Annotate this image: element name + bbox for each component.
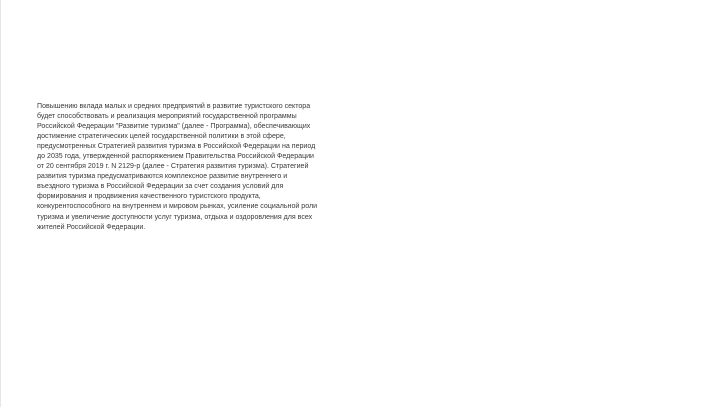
- body-paragraph: [37, 101, 377, 232]
- paragraph-line: Российской Федерации "Развитие туризма" (далее - Программа), обеспечивающих: [37, 121, 311, 131]
- paragraph-line: Повышению вклада малых и средних предприятий в развитие туристского сектора: [37, 101, 311, 110]
- paragraph-line: конкурентоспособного на внутреннем и мировом рынках, усиление социальной роли: [37, 201, 318, 211]
- paragraph-line: формирования и продвижения качественного туристского продукта,: [37, 191, 261, 201]
- paragraph-line: туризма и увеличение доступности услуг туризма, отдыха и оздоровления для всех: [37, 211, 313, 221]
- paragraph-line: до 2035 года, утвержденной распоряжением Правительства Российской Федерации: [37, 151, 315, 161]
- paragraph-line: жителей Российской Федерации.: [37, 221, 146, 231]
- paragraph-line: достижение стратегических целей государственной политики в этой сфере,: [37, 131, 286, 141]
- paragraph-line: предусмотренных Стратегией развития туризма в Российской Федерации на период: [37, 141, 316, 151]
- paragraph-line: от 20 сентября 2019 г. N 2129-р (далее - Стратегия развития туризма). Стратегией: [37, 161, 309, 171]
- paragraph-line: въездного туризма в Российской Федерации за счет создания условий для: [37, 181, 284, 191]
- paragraph-line: будет способствовать и реализация мероприятий государственной программы: [37, 111, 297, 121]
- paragraph-line: развития туризма предусматриваются комплексное развитие внутреннего и: [37, 171, 288, 181]
